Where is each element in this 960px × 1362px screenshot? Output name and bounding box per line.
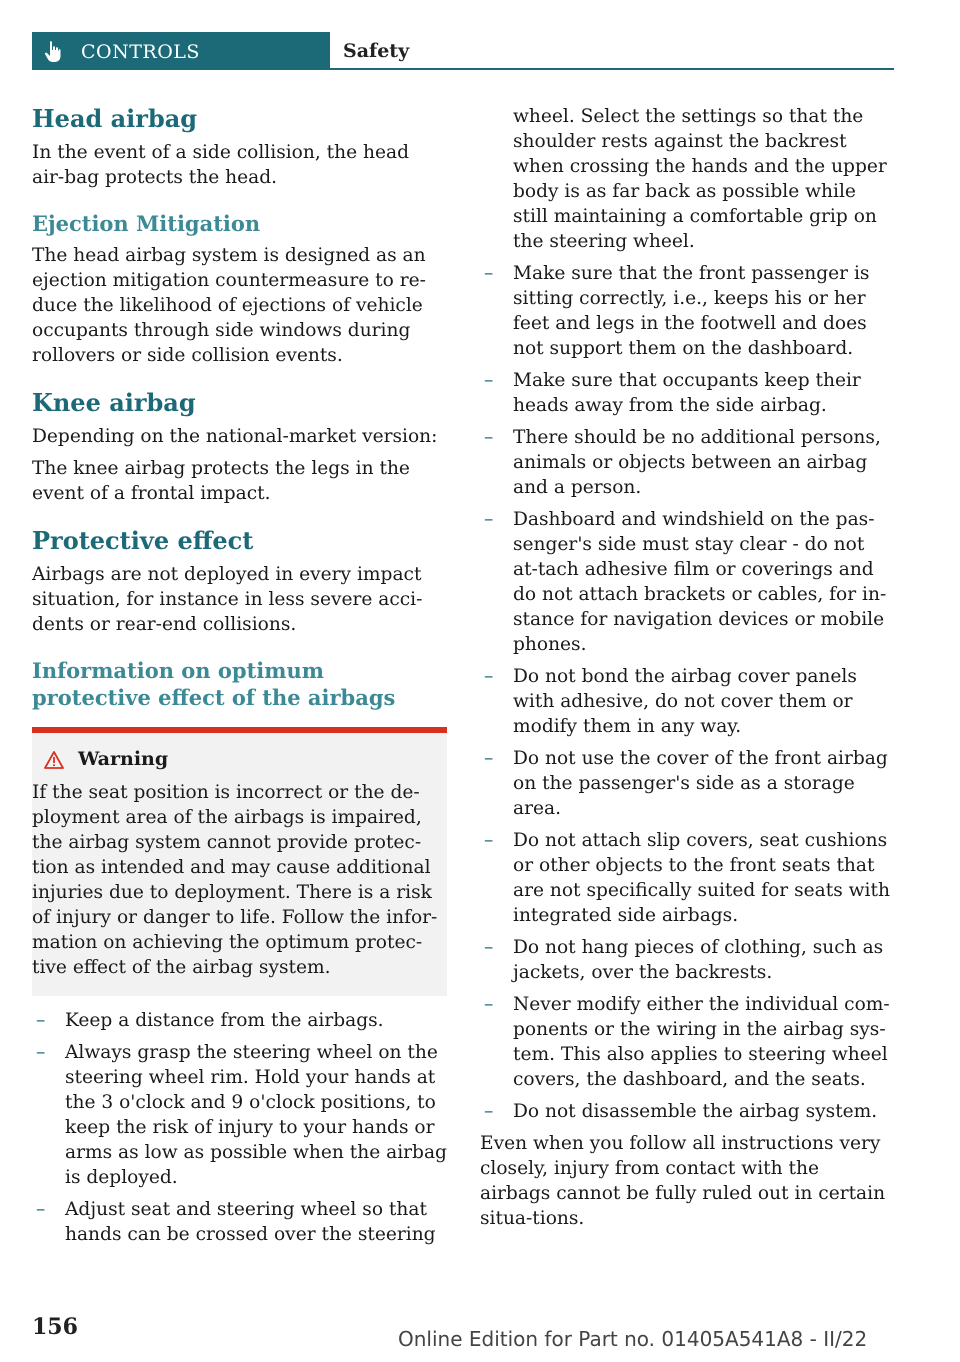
warning-triangle-icon [44,751,64,769]
footer-edition: Online Edition for Part no. 01405A541A8 - II/22 [398,1327,868,1351]
list-item [480,425,895,500]
optimum-protection-heading: Information on optimum protective effect of the airbags [32,658,396,710]
list-item-text: There should be no additional persons, animals or objects between an airbag and a person. [513,427,881,498]
warning-box [32,727,447,996]
warning-text: If the seat position is incorrect or the de‐ployment area of the airbags is impaired, the airbag system cannot provide protec‐tion as intended and may cause additional injuries due to deployment. There is a risk of injury or danger to life. Follow the infor‐mation on achieving the optimum protec‐tive effect of the airbag system. [32,782,438,978]
page-number: 156 [32,1314,78,1340]
list-item-text: wheel. Select the settings so that the shoulder rests against the backrest when crossing the hands and the upper body is as far back as possible while still maintaining a comfortable grip on the steering wheel. [513,106,887,252]
list-item [480,507,895,657]
bullet-dash: – [484,263,494,284]
protective-effect-heading: Protective effect [32,526,254,555]
list-item-text: Make sure that the front passenger is sitting correctly, i.e., keeps his or her feet and legs in the footwell and does not support them on the dashboard. [513,263,870,359]
hand-pointer-icon [44,41,62,63]
head-airbag-text: In the event of a side collision, the head air‐bag protects the head. [32,142,410,188]
closing-paragraph: Even when you follow all instructions very closely, injury from contact with the airbags cannot be fully ruled out in certain situa‐tions. [480,1133,886,1229]
bullet-dash: – [36,1010,46,1031]
page-header [32,32,894,70]
list-item-text: Make sure that occupants keep their heads away from the side airbag. [513,370,861,416]
list-item-text: Always grasp the steering wheel on the steering wheel rim. Hold your hands at the 3 o'clock and 9 o'clock positions, to keep the risk of injury to your hands or arms as low as possible when the airbag is deployed. [65,1042,447,1188]
list-item [480,261,895,361]
list-item-continuation [480,104,895,254]
section-label: CONTROLS [81,41,200,63]
right-bullet-list [480,104,895,1124]
list-item [32,1197,447,1247]
header-rule [330,68,894,70]
protective-effect-text: Airbags are not deployed in every impact situation, for instance in less severe acci‐dents or rear-end collisions. [32,564,423,635]
list-item [32,1008,447,1033]
bullet-dash: – [36,1042,46,1063]
left-bullet-list [32,1008,447,1247]
warning-label: Warning [78,748,169,770]
list-item [32,1040,447,1190]
list-item [480,935,895,985]
ejection-mitigation-heading: Ejection Mitigation [32,211,261,236]
list-item-text: Do not attach slip covers, seat cushions or other objects to the front seats that are not specifically suited for seats with integrated side airbags. [513,830,890,926]
list-item [480,746,895,821]
list-item-text: Adjust seat and steering wheel so that hands can be crossed over the steering [65,1199,436,1245]
knee-airbag-heading: Knee airbag [32,388,196,417]
list-item [480,1099,895,1124]
bullet-dash: – [36,1199,46,1220]
bullet-dash: – [484,937,494,958]
ejection-mitigation-text: The head airbag system is designed as an ejection mitigation countermeasure to re‐duce the likelihood of ejections of vehicle occupants through side windows during rollovers or side collision events. [32,245,426,366]
list-item-text: Do not disassemble the airbag system. [513,1101,878,1122]
bullet-dash: – [484,370,494,391]
bullet-dash: – [484,830,494,851]
list-item-text: Never modify either the individual com‐ponents or the wiring in the airbag sys‐tem. This also applies to steering wheel covers, the dashboard, and the seats. [513,994,890,1090]
list-item [480,368,895,418]
list-item-text: Dashboard and windshield on the pas‐senger's side must stay clear - do not at‐tach adhesive film or coverings and do not attach brackets or cables, for in‐stance for navigation devices or mobile phones. [513,509,887,655]
right-column [480,104,895,1238]
section-tab [32,32,330,70]
knee-airbag-text-1: Depending on the national-market version: [32,426,438,447]
list-item-text: Do not bond the airbag cover panels with adhesive, do not cover them or modify them in any way. [513,666,857,737]
list-item-text: Keep a distance from the airbags. [65,1010,384,1031]
head-airbag-heading: Head airbag [32,104,198,133]
bullet-dash: – [484,666,494,687]
bullet-dash: – [484,1101,494,1122]
bullet-dash: – [484,748,494,769]
left-column [32,104,447,1254]
chapter-title: Safety [343,40,410,62]
bullet-dash: – [484,994,494,1015]
knee-airbag-text-2: The knee airbag protects the legs in the event of a frontal impact. [32,458,410,504]
bullet-dash: – [484,509,494,530]
warning-header [32,747,447,772]
list-item-text: Do not use the cover of the front airbag on the passenger's side as a storage area. [513,748,888,819]
list-item [480,664,895,739]
list-item [480,992,895,1092]
bullet-dash: – [484,427,494,448]
list-item [480,828,895,928]
list-item-text: Do not hang pieces of clothing, such as jackets, over the backrests. [513,937,884,983]
